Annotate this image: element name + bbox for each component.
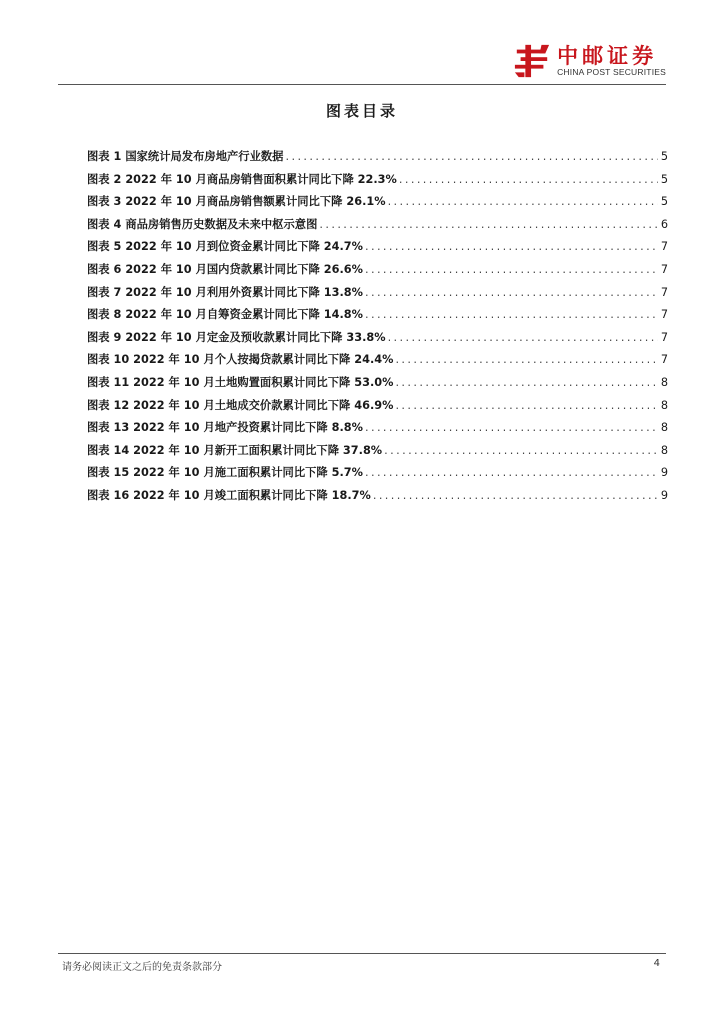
toc-dot-leader [365, 240, 658, 253]
toc-entry-13[interactable] [87, 419, 668, 442]
toc-entry-label: 图表 16 2022 年 10 月竣工面积累计同比下降 18.7% [87, 488, 371, 502]
toc-entry-label: 图表 8 2022 年 10 月自筹资金累计同比下降 14.8% [87, 308, 363, 322]
toc-entry-3[interactable] [87, 193, 668, 216]
toc-dot-leader [395, 353, 658, 366]
toc-entry-5[interactable] [87, 238, 668, 261]
toc-entry-label: 图表 14 2022 年 10 月新开工面积累计同比下降 37.8% [87, 443, 383, 457]
logo-chinese-name: 中邮证券 [557, 43, 658, 68]
toc-entry-16[interactable] [87, 487, 668, 510]
toc-dot-leader [285, 150, 658, 163]
toc-entry-label: 图表 5 2022 年 10 月到位资金累计同比下降 24.7% [87, 240, 363, 254]
toc-entry-page: 5 [660, 150, 668, 163]
toc-dot-leader [388, 331, 658, 344]
toc-entry-page: 8 [660, 443, 668, 457]
toc-entry-page: 7 [660, 262, 668, 276]
toc-entry-label: 图表 10 2022 年 10 月个人按揭贷款累计同比下降 24.4% [87, 353, 394, 367]
toc-entry-7[interactable] [87, 284, 668, 307]
toc-dot-leader [384, 444, 658, 457]
toc-entry-12[interactable] [87, 397, 668, 420]
table-of-figures [87, 148, 668, 510]
toc-dot-leader [365, 466, 658, 479]
toc-entry-14[interactable] [87, 442, 668, 465]
logo-english-name: CHINA POST SECURITIES [557, 66, 666, 77]
toc-dot-leader [388, 195, 658, 208]
toc-entry-label: 图表 13 2022 年 10 月地产投资累计同比下降 8.8% [87, 421, 363, 435]
toc-entry-2[interactable] [87, 171, 668, 194]
toc-entry-label: 图表 2 2022 年 10 月商品房销售面积累计同比下降 22.3% [87, 172, 397, 186]
toc-dot-leader [365, 308, 658, 321]
toc-entry-page: 8 [660, 375, 668, 389]
toc-dot-leader [319, 218, 658, 231]
toc-entry-8[interactable] [87, 306, 668, 329]
toc-entry-label: 图表 7 2022 年 10 月利用外资累计同比下降 13.8% [87, 285, 363, 299]
toc-entry-11[interactable] [87, 374, 668, 397]
toc-entry-15[interactable] [87, 464, 668, 487]
toc-entry-page: 8 [660, 398, 668, 412]
toc-entry-page: 8 [660, 421, 668, 435]
toc-entry-label: 图表 9 2022 年 10 月定金及预收款累计同比下降 33.8% [87, 330, 386, 344]
footer-disclaimer: 请务必阅读正文之后的免责条款部分 [62, 962, 222, 973]
toc-dot-leader [395, 376, 658, 389]
toc-entry-page: 7 [660, 330, 668, 344]
toc-dot-leader [373, 489, 658, 502]
toc-entry-page: 5 [660, 195, 668, 209]
footer-divider [58, 953, 666, 954]
toc-entry-1[interactable] [87, 148, 668, 171]
page-number: 4 [653, 958, 660, 969]
toc-dot-leader [365, 286, 658, 299]
toc-entry-9[interactable] [87, 329, 668, 352]
toc-entry-10[interactable] [87, 351, 668, 374]
toc-entry-label: 图表 15 2022 年 10 月施工面积累计同比下降 5.7% [87, 466, 363, 480]
toc-dot-leader [365, 263, 658, 276]
toc-entry-page: 6 [660, 217, 668, 231]
toc-entry-page: 7 [660, 285, 668, 299]
header-divider [58, 84, 666, 85]
toc-entry-page: 9 [660, 466, 668, 480]
page-header [0, 0, 724, 90]
toc-entry-label: 图表 1 国家统计局发布房地产行业数据 [87, 150, 284, 163]
toc-entry-label: 图表 12 2022 年 10 月土地成交价款累计同比下降 46.9% [87, 398, 394, 412]
toc-entry-page: 9 [660, 488, 668, 502]
toc-entry-label: 图表 3 2022 年 10 月商品房销售额累计同比下降 26.1% [87, 195, 386, 209]
toc-entry-page: 7 [660, 308, 668, 322]
toc-entry-label: 图表 6 2022 年 10 月国内贷款累计同比下降 26.6% [87, 262, 363, 276]
toc-entry-4[interactable] [87, 216, 668, 239]
toc-entry-page: 7 [660, 353, 668, 367]
toc-entry-page: 5 [660, 172, 668, 186]
toc-dot-leader [395, 399, 658, 412]
toc-dot-leader [365, 421, 658, 434]
toc-entry-label: 图表 11 2022 年 10 月土地购置面积累计同比下降 53.0% [87, 375, 394, 389]
toc-entry-6[interactable] [87, 261, 668, 284]
toc-entry-page: 7 [660, 240, 668, 254]
company-logo [513, 42, 666, 80]
toc-entry-label: 图表 4 商品房销售历史数据及未来中枢示意图 [87, 217, 318, 231]
toc-dot-leader [399, 173, 658, 186]
china-post-logo-icon [513, 42, 551, 80]
toc-title: 图表目录 [325, 102, 398, 120]
